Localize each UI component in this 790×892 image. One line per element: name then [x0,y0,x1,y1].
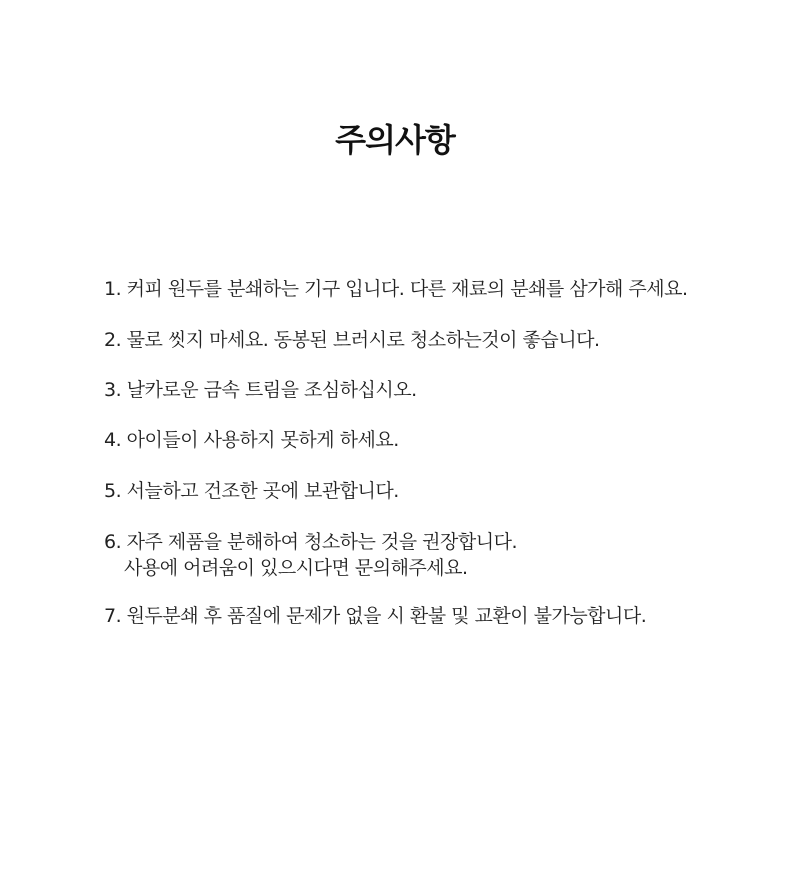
notice-item-2 [104,327,599,353]
notice-item-1 [104,276,688,302]
notice-item-5 [104,478,399,504]
notice-item-4 [104,427,399,453]
notice-text: 6. 자주 제품을 분해하여 청소하는 것을 권장합니다. [104,531,517,553]
page-title: 주의사항 [335,121,455,159]
notice-text: 4. 아이들이 사용하지 못하게 하세요. [104,429,399,451]
notice-text: 2. 물로 씻지 마세요. 동봉된 브러시로 청소하는것이 좋습니다. [104,329,600,351]
notice-subtext: 사용에 어려움이 있으시다면 문의해주세요. [124,557,468,579]
notice-text: 3. 날카로운 금속 트림을 조심하십시오. [104,379,417,401]
notice-item-6 [104,529,517,581]
notice-text: 5. 서늘하고 건조한 곳에 보관합니다. [104,480,399,502]
notice-item-7 [104,603,646,629]
notice-item-3 [104,377,417,403]
notice-text: 1. 커피 원두를 분쇄하는 기구 입니다. 다른 재료의 분쇄를 삼가해 주세요. [104,278,688,300]
notice-text: 7. 원두분쇄 후 품질에 문제가 없을 시 환불 및 교환이 불가능합니다. [104,605,647,627]
